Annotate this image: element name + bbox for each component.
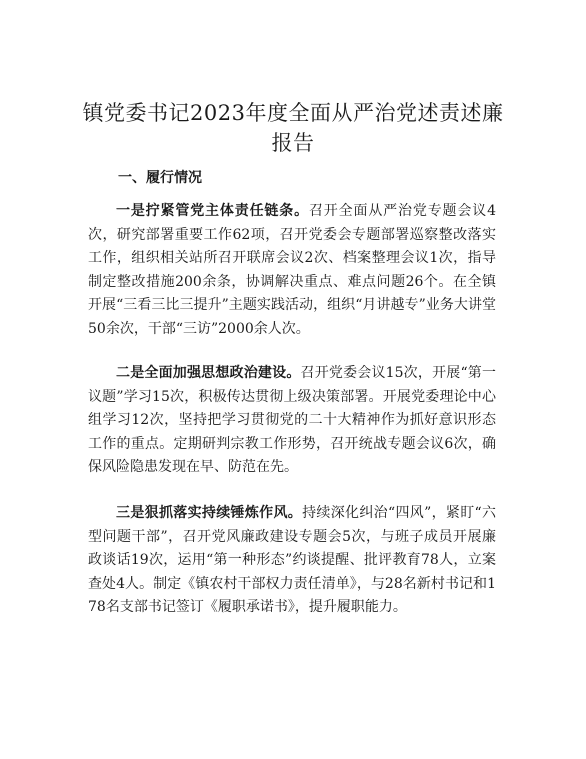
- paragraph-3-text: 持续深化纠治“四风”，紧盯“六型问题干部”，召开党风廉政建设专题会5次，与班子成员开展廉政谈话19次，运用“第一种形态”约谈提醒、批评教育78人，立案查处4人。制定《镇农村干部权力责任清单》，与28名新村书记和178名支部书记签订《履职承诺书》，提升履职能力。: [88, 505, 496, 615]
- paragraph-2-lead: 二是全面加强思想政治建设。: [116, 365, 301, 381]
- paragraph-3-lead: 三是狠抓落实持续锤炼作风。: [116, 505, 303, 521]
- paragraph-3: [88, 502, 496, 620]
- paragraph-2-text: 召开党委会议15次，开展“第一议题”学习15次，积极传达贯彻上级决策部署。开展党委理论中心组学习12次，坚持把学习贯彻党的二十大精神作为抓好意识形态工作的重点。定期研判宗教工作形势，召开统战专题会议6次，确保风险隐患发现在早、防范在先。: [88, 365, 496, 475]
- paragraph-1-lead: 一是拧紧管党主体责任链条。: [116, 203, 309, 219]
- paragraph-2: [88, 362, 496, 480]
- section-heading: 一、履行情况: [118, 170, 202, 186]
- document-title: 镇党委书记2023年度全面从严治党述责述廉报告: [82, 101, 504, 155]
- paragraph-1: [88, 200, 496, 341]
- paragraph-1-text: 召开全面从严治党专题会议4次，研究部署重要工作62项，召开党委会专题部署巡察整改落实工作，组织相关站所召开联席会议2次、档案整理会议1次，指导制定整改措施200余条，协调解决重点、难点问题26个。在全镇开展“三看三比三提升”主题实践活动，组织“月讲越专”业务大讲堂50余次，干部“三访”2000余人次。: [88, 203, 496, 337]
